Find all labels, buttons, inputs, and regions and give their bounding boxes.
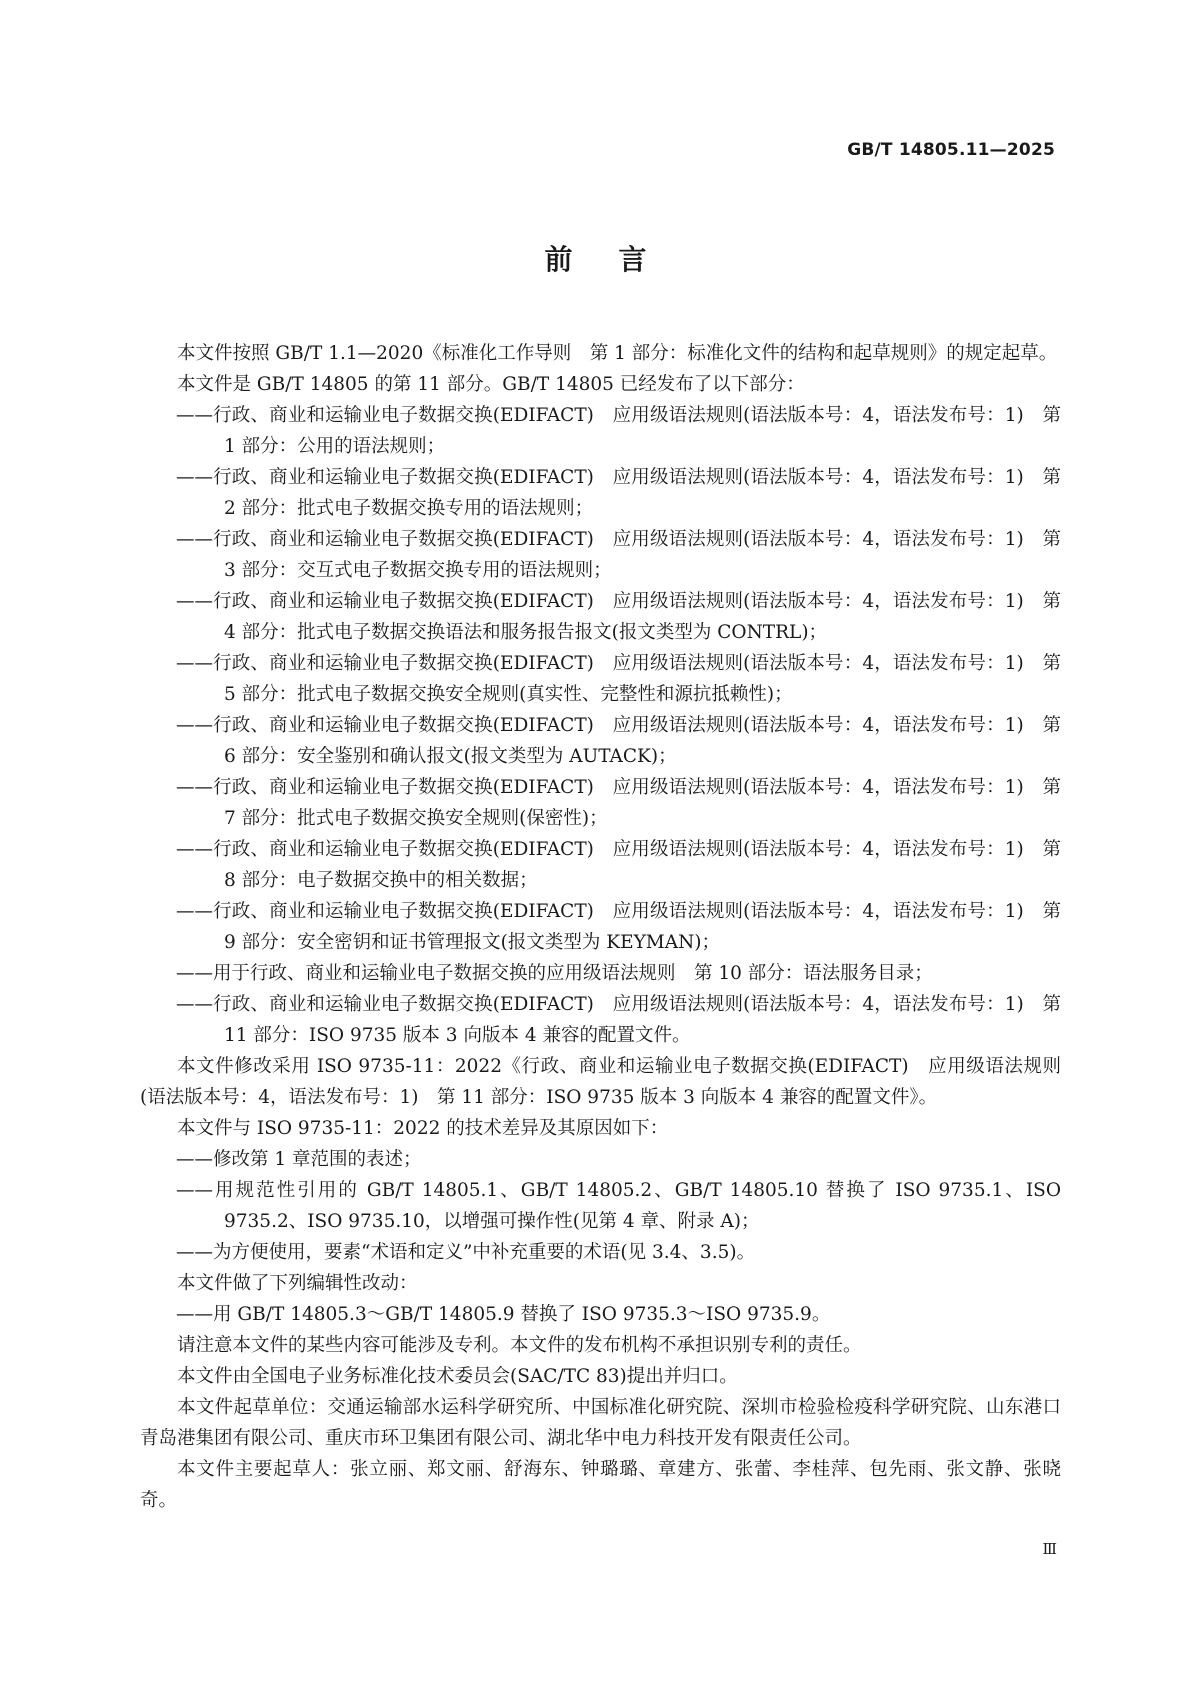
list-item: ——行政、商业和运输业电子数据交换(EDIFACT) 应用级语法规则(语法版本号：4，语法发布号：1) 第 4 部分：批式电子数据交换语法和服务报告报文(报文类型为 CONTRL)； xyxy=(176,591,1061,643)
page-number: Ⅲ xyxy=(1042,1540,1057,1558)
paragraph: 本文件做了下列编辑性改动： xyxy=(177,1273,418,1294)
list-item: ——行政、商业和运输业电子数据交换(EDIFACT) 应用级语法规则(语法版本号：4，语法发布号：1) 第 9 部分：安全密钥和证书管理报文(报文类型为 KEYMAN)； xyxy=(176,901,1061,953)
list-item: ——行政、商业和运输业电子数据交换(EDIFACT) 应用级语法规则(语法版本号：4，语法发布号：1) 第 8 部分：电子数据交换中的相关数据； xyxy=(176,839,1061,891)
paragraph: 本文件修改采用 ISO 9735-11：2022《行政、商业和运输业电子数据交换(EDIFACT) 应用级语法规则(语法版本号：4，语法发布号：1) 第 11 部分：ISO 9735 版本 3 向版本 4 兼容的配置文件》。 xyxy=(140,1056,1061,1108)
list-item: ——行政、商业和运输业电子数据交换(EDIFACT) 应用级语法规则(语法版本号：4，语法发布号：1) 第 7 部分：批式电子数据交换安全规则(保密性)； xyxy=(176,777,1061,829)
paragraph: 本文件按照 GB/T 1.1—2020《标准化工作导则 第 1 部分：标准化文件的结构和起草规则》的规定起草。 xyxy=(177,343,1058,364)
list-item: ——行政、商业和运输业电子数据交换(EDIFACT) 应用级语法规则(语法版本号：4，语法发布号：1) 第 6 部分：安全鉴别和确认报文(报文类型为 AUTACK)； xyxy=(176,715,1061,767)
standard-code-header: GB/T 14805.11—2025 xyxy=(847,140,1055,160)
paragraph: 本文件起草单位：交通运输部水运科学研究所、中国标准化研究院、深圳市检验检疫科学研究院、山东港口青岛港集团有限公司、重庆市环卫集团有限公司、湖北华中电力科技开发有限责任公司。 xyxy=(140,1397,1061,1449)
list-item: ——行政、商业和运输业电子数据交换(EDIFACT) 应用级语法规则(语法版本号：4，语法发布号：1) 第 1 部分：公用的语法规则； xyxy=(176,405,1061,457)
list-item: ——修改第 1 章范围的表述； xyxy=(176,1149,422,1170)
list-item: ——用于行政、商业和运输业电子数据交换的应用级语法规则 第 10 部分：语法服务目录； xyxy=(176,963,933,984)
list-item: ——用 GB/T 14805.3～GB/T 14805.9 替换了 ISO 9735.3～ISO 9735.9。 xyxy=(176,1304,831,1325)
paragraph: 请注意本文件的某些内容可能涉及专利。本文件的发布机构不承担识别专利的责任。 xyxy=(177,1335,862,1356)
paragraph: 本文件与 ISO 9735-11：2022 的技术差异及其原因如下： xyxy=(177,1118,669,1139)
paragraph: 本文件由全国电子业务标准化技术委员会(SAC/TC 83)提出并归口。 xyxy=(177,1366,738,1387)
paragraph: 本文件是 GB/T 14805 的第 11 部分。GB/T 14805 已经发布了以下部分： xyxy=(177,374,805,395)
list-item: ——行政、商业和运输业电子数据交换(EDIFACT) 应用级语法规则(语法版本号：4，语法发布号：1) 第 3 部分：交互式电子数据交换专用的语法规则； xyxy=(176,529,1061,581)
list-item: ——用规范性引用的 GB/T 14805.1、GB/T 14805.2、GB/T 14805.10 替换了 ISO 9735.1、ISO 9735.2、ISO 9735.10，以增强可操作性(见第 4 章、附录 A)； xyxy=(176,1180,1061,1232)
page-title: 前言 xyxy=(544,243,693,276)
document-body xyxy=(140,338,1061,1516)
list-item: ——行政、商业和运输业电子数据交换(EDIFACT) 应用级语法规则(语法版本号：4，语法发布号：1) 第 2 部分：批式电子数据交换专用的语法规则； xyxy=(176,467,1061,519)
list-item: ——行政、商业和运输业电子数据交换(EDIFACT) 应用级语法规则(语法版本号：4，语法发布号：1) 第 11 部分：ISO 9735 版本 3 向版本 4 兼容的配置文件。 xyxy=(176,994,1061,1046)
paragraph: 本文件主要起草人：张立丽、郑文丽、舒海东、钟璐璐、章建方、张蕾、李桂萍、包先雨、张文静、张晓奇。 xyxy=(140,1459,1061,1511)
list-item: ——为方便使用，要素“术语和定义”中补充重要的术语(见 3.4、3.5)。 xyxy=(176,1242,756,1263)
list-item: ——行政、商业和运输业电子数据交换(EDIFACT) 应用级语法规则(语法版本号：4，语法发布号：1) 第 5 部分：批式电子数据交换安全规则(真实性、完整性和源抗抵赖性)； xyxy=(176,653,1061,705)
